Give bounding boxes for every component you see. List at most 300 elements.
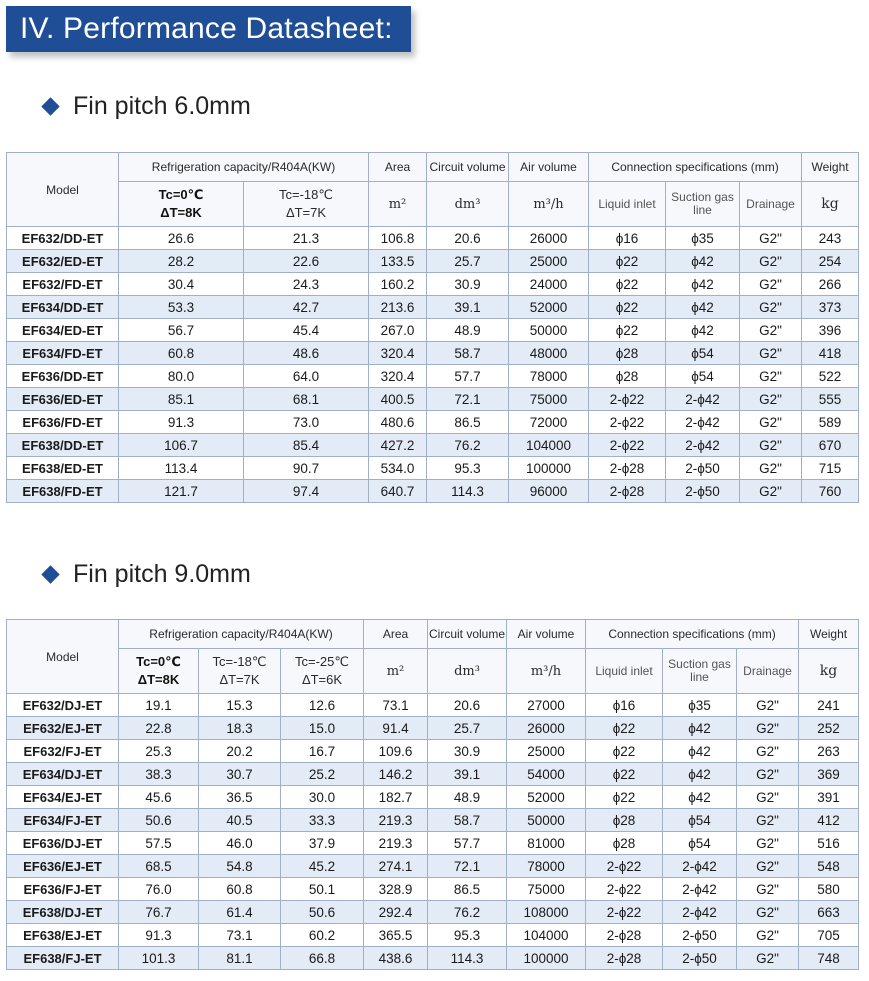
value-cell: 114.3 bbox=[428, 947, 507, 970]
value-cell: 113.4 bbox=[119, 457, 244, 480]
value-cell: 20.2 bbox=[199, 740, 281, 763]
table-row bbox=[7, 924, 859, 947]
value-cell: G2" bbox=[740, 273, 802, 296]
value-cell: 25.2 bbox=[281, 763, 364, 786]
table-row bbox=[7, 296, 859, 319]
value-cell: 427.2 bbox=[369, 434, 427, 457]
value-cell: G2" bbox=[740, 411, 802, 434]
value-cell: 705 bbox=[799, 924, 859, 947]
value-cell: 182.7 bbox=[364, 786, 428, 809]
value-cell: ϕ22 bbox=[589, 319, 666, 342]
value-cell: 22.8 bbox=[119, 717, 199, 740]
cond1-tc: Tc=0℃ bbox=[136, 654, 181, 669]
value-cell: 146.2 bbox=[364, 763, 428, 786]
value-cell: G2" bbox=[740, 480, 802, 503]
value-cell: G2" bbox=[737, 763, 799, 786]
unit-circuit: dm³ bbox=[428, 649, 507, 694]
value-cell: G2" bbox=[737, 809, 799, 832]
value-cell: ϕ22 bbox=[589, 250, 666, 273]
model-cell: EF632/ED-ET bbox=[7, 250, 119, 273]
value-cell: 2-ϕ42 bbox=[663, 878, 737, 901]
value-cell: 2-ϕ42 bbox=[666, 388, 740, 411]
value-cell: 30.9 bbox=[427, 273, 509, 296]
value-cell: 37.9 bbox=[281, 832, 364, 855]
value-cell: 100000 bbox=[509, 457, 589, 480]
header-model: Model bbox=[7, 620, 119, 694]
value-cell: 61.4 bbox=[199, 901, 281, 924]
value-cell: 400.5 bbox=[369, 388, 427, 411]
value-cell: 516 bbox=[799, 832, 859, 855]
value-cell: 73.0 bbox=[244, 411, 369, 434]
model-cell: EF636/FJ-ET bbox=[7, 878, 119, 901]
value-cell: 27000 bbox=[507, 694, 586, 717]
value-cell: ϕ22 bbox=[586, 786, 663, 809]
value-cell: ϕ42 bbox=[663, 740, 737, 763]
value-cell: 20.6 bbox=[428, 694, 507, 717]
value-cell: 68.5 bbox=[119, 855, 199, 878]
section-title-fin-6 bbox=[40, 92, 251, 121]
value-cell: 18.3 bbox=[199, 717, 281, 740]
unit-air: m³/h bbox=[507, 649, 586, 694]
value-cell: 2-ϕ22 bbox=[586, 901, 663, 924]
table-row bbox=[7, 273, 859, 296]
value-cell: ϕ54 bbox=[666, 365, 740, 388]
diamond-bullet-icon bbox=[41, 565, 59, 583]
value-cell: G2" bbox=[740, 319, 802, 342]
cond1-dt: ΔT=8K bbox=[160, 205, 202, 220]
section-title-text: Fin pitch 9.0mm bbox=[73, 560, 251, 588]
value-cell: 12.6 bbox=[281, 694, 364, 717]
value-cell: 85.4 bbox=[244, 434, 369, 457]
value-cell: G2" bbox=[740, 342, 802, 365]
value-cell: 2-ϕ42 bbox=[663, 855, 737, 878]
value-cell: 15.3 bbox=[199, 694, 281, 717]
value-cell: ϕ54 bbox=[663, 809, 737, 832]
value-cell: 72000 bbox=[509, 411, 589, 434]
value-cell: 75000 bbox=[507, 878, 586, 901]
value-cell: 50.6 bbox=[119, 809, 199, 832]
table-body-fin-6 bbox=[7, 227, 859, 503]
header-air: Air volume bbox=[509, 153, 589, 182]
value-cell: 76.0 bbox=[119, 878, 199, 901]
table-row bbox=[7, 388, 859, 411]
value-cell: 66.8 bbox=[281, 947, 364, 970]
value-cell: 30.9 bbox=[428, 740, 507, 763]
cond2-dt: ΔT=7K bbox=[285, 205, 327, 220]
cond2-tc: Tc=-18℃ bbox=[279, 187, 333, 202]
table-row bbox=[7, 694, 859, 717]
value-cell: 56.7 bbox=[119, 319, 244, 342]
model-cell: EF634/ED-ET bbox=[7, 319, 119, 342]
value-cell: 86.5 bbox=[428, 878, 507, 901]
value-cell: 748 bbox=[799, 947, 859, 970]
value-cell: 243 bbox=[802, 227, 859, 250]
value-cell: ϕ42 bbox=[663, 786, 737, 809]
value-cell: 50.6 bbox=[281, 901, 364, 924]
value-cell: 57.5 bbox=[119, 832, 199, 855]
table-row bbox=[7, 832, 859, 855]
value-cell: 52000 bbox=[509, 296, 589, 319]
value-cell: ϕ42 bbox=[666, 296, 740, 319]
value-cell: G2" bbox=[740, 388, 802, 411]
value-cell: 57.7 bbox=[427, 365, 509, 388]
value-cell: 26.6 bbox=[119, 227, 244, 250]
value-cell: 22.6 bbox=[244, 250, 369, 273]
value-cell: G2" bbox=[737, 924, 799, 947]
header-drainage: Drainage bbox=[740, 182, 802, 227]
value-cell: 100000 bbox=[507, 947, 586, 970]
value-cell: 2-ϕ42 bbox=[666, 411, 740, 434]
model-cell: EF638/FJ-ET bbox=[7, 947, 119, 970]
value-cell: 95.3 bbox=[427, 457, 509, 480]
cond3-tc: Tc=-25℃ bbox=[295, 654, 349, 669]
header-cond2 bbox=[244, 182, 369, 227]
value-cell: 80.0 bbox=[119, 365, 244, 388]
value-cell: 21.3 bbox=[244, 227, 369, 250]
datasheet-table-fin-6 bbox=[6, 152, 859, 503]
value-cell: 53.3 bbox=[119, 296, 244, 319]
header-liquid-inlet: Liquid inlet bbox=[586, 649, 663, 694]
value-cell: 2-ϕ22 bbox=[589, 434, 666, 457]
value-cell: G2" bbox=[737, 878, 799, 901]
model-cell: EF634/DJ-ET bbox=[7, 763, 119, 786]
header-cond1 bbox=[119, 649, 199, 694]
value-cell: 2-ϕ28 bbox=[586, 924, 663, 947]
value-cell: 2-ϕ50 bbox=[666, 480, 740, 503]
value-cell: G2" bbox=[740, 457, 802, 480]
cond1-dt: ΔT=8K bbox=[137, 672, 180, 687]
value-cell: 418 bbox=[802, 342, 859, 365]
header-weight: Weight bbox=[799, 620, 859, 649]
section-title-fin-9 bbox=[40, 560, 251, 589]
value-cell: 2-ϕ22 bbox=[586, 878, 663, 901]
value-cell: 15.0 bbox=[281, 717, 364, 740]
value-cell: 412 bbox=[799, 809, 859, 832]
value-cell: 64.0 bbox=[244, 365, 369, 388]
value-cell: 25.7 bbox=[428, 717, 507, 740]
value-cell: 391 bbox=[799, 786, 859, 809]
value-cell: 19.1 bbox=[119, 694, 199, 717]
value-cell: 30.4 bbox=[119, 273, 244, 296]
value-cell: 534.0 bbox=[369, 457, 427, 480]
header-connection: Connection specifications (mm) bbox=[586, 620, 799, 649]
value-cell: 78000 bbox=[507, 855, 586, 878]
value-cell: 133.5 bbox=[369, 250, 427, 273]
table-row bbox=[7, 250, 859, 273]
value-cell: ϕ42 bbox=[666, 319, 740, 342]
value-cell: 2-ϕ28 bbox=[586, 947, 663, 970]
value-cell: G2" bbox=[740, 227, 802, 250]
header-drainage: Drainage bbox=[737, 649, 799, 694]
model-cell: EF634/FD-ET bbox=[7, 342, 119, 365]
value-cell: 2-ϕ22 bbox=[589, 388, 666, 411]
cond2-dt: ΔT=7K bbox=[219, 672, 260, 687]
value-cell: 68.1 bbox=[244, 388, 369, 411]
value-cell: 213.6 bbox=[369, 296, 427, 319]
value-cell: ϕ42 bbox=[666, 273, 740, 296]
header-cond3 bbox=[281, 649, 364, 694]
value-cell: 16.7 bbox=[281, 740, 364, 763]
value-cell: 219.3 bbox=[364, 832, 428, 855]
value-cell: 73.1 bbox=[199, 924, 281, 947]
header-cond1 bbox=[119, 182, 244, 227]
header-liquid-inlet: Liquid inlet bbox=[589, 182, 666, 227]
header-cond2 bbox=[199, 649, 281, 694]
header-weight: Weight bbox=[802, 153, 859, 182]
value-cell: 715 bbox=[802, 457, 859, 480]
value-cell: G2" bbox=[737, 740, 799, 763]
header-model: Model bbox=[7, 153, 119, 227]
value-cell: ϕ28 bbox=[586, 809, 663, 832]
value-cell: 438.6 bbox=[364, 947, 428, 970]
value-cell: ϕ22 bbox=[586, 717, 663, 740]
value-cell: 54000 bbox=[507, 763, 586, 786]
value-cell: 54.8 bbox=[199, 855, 281, 878]
table-row bbox=[7, 227, 859, 250]
table-row bbox=[7, 365, 859, 388]
value-cell: 274.1 bbox=[364, 855, 428, 878]
model-cell: EF632/EJ-ET bbox=[7, 717, 119, 740]
value-cell: G2" bbox=[737, 947, 799, 970]
value-cell: 2-ϕ28 bbox=[589, 480, 666, 503]
value-cell: 114.3 bbox=[427, 480, 509, 503]
value-cell: 108000 bbox=[507, 901, 586, 924]
value-cell: ϕ28 bbox=[586, 832, 663, 855]
value-cell: 96000 bbox=[509, 480, 589, 503]
value-cell: 45.6 bbox=[119, 786, 199, 809]
value-cell: 60.8 bbox=[119, 342, 244, 365]
cond1-tc: Tc=0℃ bbox=[158, 187, 204, 202]
value-cell: 45.4 bbox=[244, 319, 369, 342]
value-cell: 60.8 bbox=[199, 878, 281, 901]
value-cell: 555 bbox=[802, 388, 859, 411]
value-cell: 263 bbox=[799, 740, 859, 763]
value-cell: 97.4 bbox=[244, 480, 369, 503]
value-cell: 548 bbox=[799, 855, 859, 878]
value-cell: G2" bbox=[740, 365, 802, 388]
value-cell: 2-ϕ22 bbox=[589, 411, 666, 434]
value-cell: 38.3 bbox=[119, 763, 199, 786]
table-row bbox=[7, 947, 859, 970]
value-cell: 2-ϕ50 bbox=[666, 457, 740, 480]
table-row bbox=[7, 809, 859, 832]
value-cell: 76.2 bbox=[427, 434, 509, 457]
value-cell: 106.8 bbox=[369, 227, 427, 250]
value-cell: G2" bbox=[737, 901, 799, 924]
value-cell: 104000 bbox=[509, 434, 589, 457]
value-cell: 78000 bbox=[509, 365, 589, 388]
model-cell: EF638/FD-ET bbox=[7, 480, 119, 503]
value-cell: 95.3 bbox=[428, 924, 507, 947]
model-cell: EF638/ED-ET bbox=[7, 457, 119, 480]
value-cell: ϕ22 bbox=[586, 740, 663, 763]
unit-circuit: dm³ bbox=[427, 182, 509, 227]
table-row bbox=[7, 457, 859, 480]
value-cell: 46.0 bbox=[199, 832, 281, 855]
value-cell: 91.3 bbox=[119, 411, 244, 434]
value-cell: 109.6 bbox=[364, 740, 428, 763]
model-cell: EF632/DD-ET bbox=[7, 227, 119, 250]
value-cell: 48.6 bbox=[244, 342, 369, 365]
header-capacity: Refrigeration capacity/R404A(KW) bbox=[119, 153, 369, 182]
value-cell: 365.5 bbox=[364, 924, 428, 947]
value-cell: 266 bbox=[802, 273, 859, 296]
value-cell: 42.7 bbox=[244, 296, 369, 319]
value-cell: G2" bbox=[740, 434, 802, 457]
value-cell: 104000 bbox=[507, 924, 586, 947]
table-row bbox=[7, 342, 859, 365]
value-cell: 76.2 bbox=[428, 901, 507, 924]
table-row bbox=[7, 740, 859, 763]
value-cell: 396 bbox=[802, 319, 859, 342]
value-cell: 60.2 bbox=[281, 924, 364, 947]
model-cell: EF638/EJ-ET bbox=[7, 924, 119, 947]
table-row bbox=[7, 717, 859, 740]
value-cell: 81000 bbox=[507, 832, 586, 855]
value-cell: 2-ϕ50 bbox=[663, 924, 737, 947]
model-cell: EF636/DJ-ET bbox=[7, 832, 119, 855]
unit-weight: kg bbox=[799, 649, 859, 694]
value-cell: 30.0 bbox=[281, 786, 364, 809]
header-suction-line: Suction gas line bbox=[663, 649, 737, 694]
value-cell: 72.1 bbox=[427, 388, 509, 411]
value-cell: 25.7 bbox=[427, 250, 509, 273]
value-cell: ϕ22 bbox=[586, 763, 663, 786]
header-suction-line: Suction gas line bbox=[666, 182, 740, 227]
value-cell: 30.7 bbox=[199, 763, 281, 786]
value-cell: 50000 bbox=[509, 319, 589, 342]
value-cell: ϕ35 bbox=[666, 227, 740, 250]
unit-area: m² bbox=[364, 649, 428, 694]
value-cell: 91.3 bbox=[119, 924, 199, 947]
value-cell: 20.6 bbox=[427, 227, 509, 250]
value-cell: ϕ22 bbox=[589, 296, 666, 319]
value-cell: 45.2 bbox=[281, 855, 364, 878]
model-cell: EF636/EJ-ET bbox=[7, 855, 119, 878]
table-row bbox=[7, 855, 859, 878]
unit-air: m³/h bbox=[509, 182, 589, 227]
value-cell: 39.1 bbox=[428, 763, 507, 786]
value-cell: 57.7 bbox=[428, 832, 507, 855]
value-cell: 91.4 bbox=[364, 717, 428, 740]
value-cell: 241 bbox=[799, 694, 859, 717]
value-cell: G2" bbox=[737, 786, 799, 809]
value-cell: 2-ϕ42 bbox=[663, 901, 737, 924]
table-row bbox=[7, 434, 859, 457]
table-body-fin-9 bbox=[7, 694, 859, 970]
cond2-tc: Tc=-18℃ bbox=[212, 654, 267, 669]
value-cell: 670 bbox=[802, 434, 859, 457]
unit-area: m² bbox=[369, 182, 427, 227]
model-cell: EF632/FJ-ET bbox=[7, 740, 119, 763]
value-cell: 663 bbox=[799, 901, 859, 924]
datasheet-table-fin-9 bbox=[6, 619, 859, 970]
value-cell: G2" bbox=[737, 717, 799, 740]
value-cell: 75000 bbox=[509, 388, 589, 411]
value-cell: 760 bbox=[802, 480, 859, 503]
table-row bbox=[7, 480, 859, 503]
value-cell: 26000 bbox=[509, 227, 589, 250]
value-cell: ϕ42 bbox=[663, 717, 737, 740]
value-cell: 76.7 bbox=[119, 901, 199, 924]
value-cell: 121.7 bbox=[119, 480, 244, 503]
header-air: Air volume bbox=[507, 620, 586, 649]
value-cell: 219.3 bbox=[364, 809, 428, 832]
value-cell: 33.3 bbox=[281, 809, 364, 832]
table-row bbox=[7, 319, 859, 342]
value-cell: 252 bbox=[799, 717, 859, 740]
unit-weight: kg bbox=[802, 182, 859, 227]
value-cell: 106.7 bbox=[119, 434, 244, 457]
value-cell: 2-ϕ28 bbox=[589, 457, 666, 480]
model-cell: EF636/ED-ET bbox=[7, 388, 119, 411]
value-cell: 40.5 bbox=[199, 809, 281, 832]
value-cell: 25000 bbox=[509, 250, 589, 273]
model-cell: EF632/FD-ET bbox=[7, 273, 119, 296]
value-cell: 52000 bbox=[507, 786, 586, 809]
value-cell: 72.1 bbox=[428, 855, 507, 878]
value-cell: 39.1 bbox=[427, 296, 509, 319]
value-cell: 160.2 bbox=[369, 273, 427, 296]
model-cell: EF634/EJ-ET bbox=[7, 786, 119, 809]
datasheet-banner: IV. Performance Datasheet: bbox=[6, 6, 411, 52]
header-circuit: Circuit volume bbox=[428, 620, 507, 649]
value-cell: 48.9 bbox=[428, 786, 507, 809]
model-cell: EF636/FD-ET bbox=[7, 411, 119, 434]
diamond-bullet-icon bbox=[41, 97, 59, 115]
value-cell: 90.7 bbox=[244, 457, 369, 480]
value-cell: G2" bbox=[737, 855, 799, 878]
table-row bbox=[7, 786, 859, 809]
value-cell: 25.3 bbox=[119, 740, 199, 763]
value-cell: 58.7 bbox=[427, 342, 509, 365]
value-cell: 48000 bbox=[509, 342, 589, 365]
value-cell: 254 bbox=[802, 250, 859, 273]
value-cell: 50.1 bbox=[281, 878, 364, 901]
value-cell: 36.5 bbox=[199, 786, 281, 809]
value-cell: ϕ35 bbox=[663, 694, 737, 717]
value-cell: ϕ28 bbox=[589, 365, 666, 388]
value-cell: 580 bbox=[799, 878, 859, 901]
table-row bbox=[7, 763, 859, 786]
value-cell: 73.1 bbox=[364, 694, 428, 717]
value-cell: 24000 bbox=[509, 273, 589, 296]
value-cell: G2" bbox=[737, 832, 799, 855]
model-cell: EF634/FJ-ET bbox=[7, 809, 119, 832]
value-cell: 86.5 bbox=[427, 411, 509, 434]
model-cell: EF632/DJ-ET bbox=[7, 694, 119, 717]
header-capacity: Refrigeration capacity/R404A(KW) bbox=[119, 620, 364, 649]
header-connection: Connection specifications (mm) bbox=[589, 153, 802, 182]
value-cell: 26000 bbox=[507, 717, 586, 740]
value-cell: 267.0 bbox=[369, 319, 427, 342]
value-cell: 50000 bbox=[507, 809, 586, 832]
value-cell: 81.1 bbox=[199, 947, 281, 970]
cond3-dt: ΔT=6K bbox=[301, 672, 343, 687]
value-cell: G2" bbox=[740, 296, 802, 319]
value-cell: 28.2 bbox=[119, 250, 244, 273]
value-cell: 25000 bbox=[507, 740, 586, 763]
value-cell: 320.4 bbox=[369, 342, 427, 365]
value-cell: 328.9 bbox=[364, 878, 428, 901]
value-cell: 2-ϕ22 bbox=[586, 855, 663, 878]
model-cell: EF638/DJ-ET bbox=[7, 901, 119, 924]
table-row bbox=[7, 411, 859, 434]
value-cell: ϕ16 bbox=[586, 694, 663, 717]
table-row bbox=[7, 878, 859, 901]
value-cell: G2" bbox=[737, 694, 799, 717]
value-cell: 85.1 bbox=[119, 388, 244, 411]
